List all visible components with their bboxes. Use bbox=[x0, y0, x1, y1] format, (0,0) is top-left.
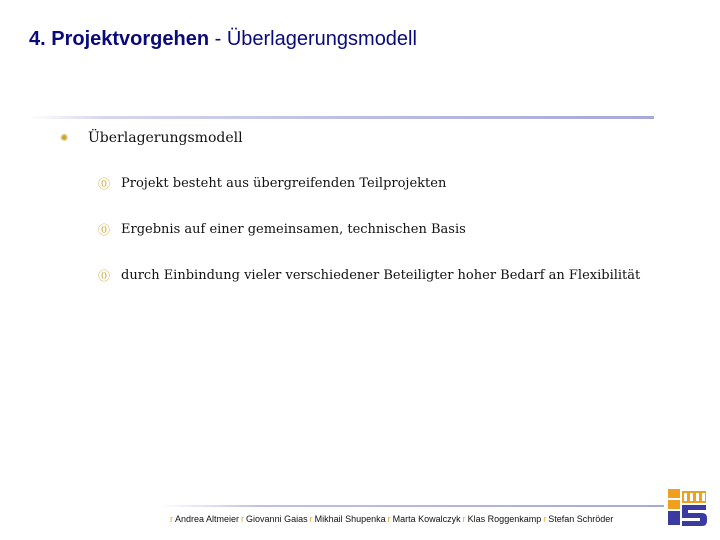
title-subtitle: - Überlagerungsmodell bbox=[209, 28, 417, 50]
author-name: Giovanni Gaias bbox=[246, 514, 308, 524]
separator-icon: r bbox=[387, 514, 391, 524]
list-item-text: Ergebnis auf einer gemeinsamen, technischen Basis bbox=[121, 222, 466, 237]
separator-icon: r bbox=[462, 514, 466, 524]
list-item bbox=[98, 176, 446, 191]
logo-icon bbox=[666, 487, 708, 527]
title-divider bbox=[28, 116, 654, 119]
bullet-circle-icon: ⓪ bbox=[98, 176, 111, 191]
list-item bbox=[98, 222, 466, 237]
bullet-circle-icon: ⓪ bbox=[98, 268, 111, 283]
footer-divider bbox=[160, 505, 664, 507]
author-name: Stefan Schröder bbox=[548, 514, 614, 524]
bullet-circle-icon: ⓪ bbox=[98, 222, 111, 237]
author-name: Andrea Altmeier bbox=[175, 514, 240, 524]
title-chapter: 4. Projektvorgehen bbox=[29, 28, 210, 50]
bullet-heading bbox=[60, 130, 243, 146]
bullet-sun-icon: ✺ bbox=[60, 132, 69, 144]
author-name: Klas Roggenkamp bbox=[467, 514, 542, 524]
footer-authors bbox=[168, 514, 613, 524]
separator-icon: r bbox=[241, 514, 245, 524]
separator-icon: r bbox=[170, 514, 173, 524]
list-item-text: durch Einbindung vieler verschiedener Beteiligter hoher Bedarf an Flexibilität bbox=[121, 268, 641, 283]
heading-text: Überlagerungsmodell bbox=[88, 130, 243, 146]
author-name: Marta Kowalczyk bbox=[392, 514, 461, 524]
separator-icon: r bbox=[309, 514, 313, 524]
list-item bbox=[98, 268, 640, 283]
list-item-text: Projekt besteht aus übergreifenden Teilprojekten bbox=[121, 176, 447, 191]
separator-icon: r bbox=[543, 514, 547, 524]
page-title bbox=[29, 28, 417, 51]
author-name: Mikhail Shupenka bbox=[314, 514, 386, 524]
